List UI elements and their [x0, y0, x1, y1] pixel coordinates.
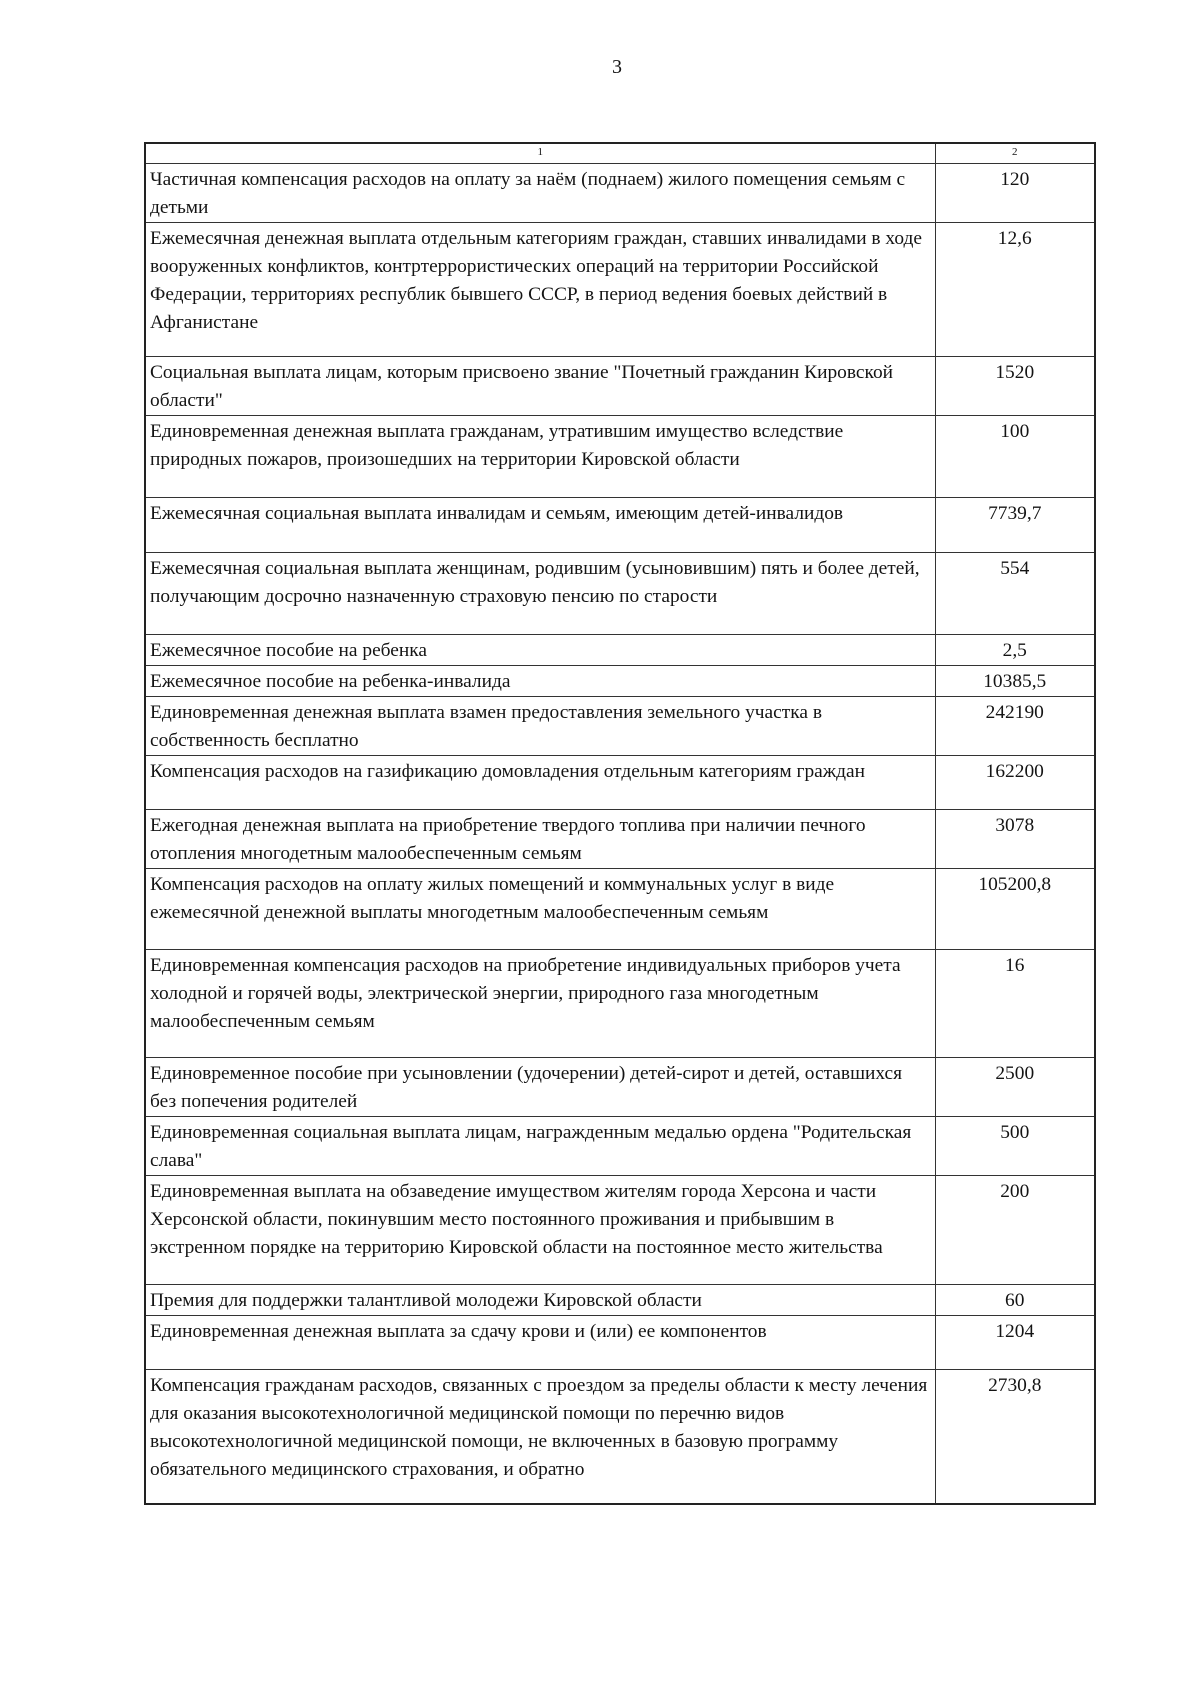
table-row [145, 634, 1095, 665]
row-value: 162200 [935, 755, 1095, 809]
table-row [145, 1175, 1095, 1284]
row-value: 2500 [935, 1057, 1095, 1116]
row-label: Ежемесячная социальная выплата женщинам, родившим (усыновившим) пять и более детей, получающим досрочно назначенную страховую пенсию по старости [145, 552, 935, 634]
table-row [145, 1116, 1095, 1175]
table-row [145, 552, 1095, 634]
row-label: Компенсация расходов на оплату жилых помещений и коммунальных услуг в виде ежемесячной денежной выплаты многодетным малообеспеченным семьям [145, 868, 935, 949]
table-row [145, 696, 1095, 755]
row-label: Частичная компенсация расходов на оплату за наём (поднаем) жилого помещения семьям с детьми [145, 163, 935, 222]
row-label: Единовременная денежная выплата гражданам, утратившим имущество вследствие природных пожаров, произошедших на территории Кировской области [145, 415, 935, 497]
row-value: 1204 [935, 1315, 1095, 1369]
column-number-2: 2 [935, 143, 1095, 163]
row-label: Единовременная социальная выплата лицам, награжденным медалью ордена "Родительская слава" [145, 1116, 935, 1175]
row-value: 60 [935, 1284, 1095, 1315]
table-row [145, 809, 1095, 868]
row-label: Компенсация расходов на газификацию домовладения отдельным категориям граждан [145, 755, 935, 809]
table-row [145, 1057, 1095, 1116]
table-row [145, 415, 1095, 497]
row-label: Ежемесячное пособие на ребенка [145, 634, 935, 665]
row-value: 100 [935, 415, 1095, 497]
row-value: 200 [935, 1175, 1095, 1284]
row-value: 554 [935, 552, 1095, 634]
row-value: 105200,8 [935, 868, 1095, 949]
table-row [145, 163, 1095, 222]
row-label: Единовременная компенсация расходов на приобретение индивидуальных приборов учета холодной и горячей воды, электрической энергии, природного газа многодетным малообеспеченным семьям [145, 949, 935, 1057]
row-label: Компенсация гражданам расходов, связанных с проездом за пределы области к месту лечения для оказания высокотехнологичной медицинской помощи по перечню видов высокотехнологичной медицинской помощи, не включенных в базовую программу обязательного медицинского страхования, и обратно [145, 1369, 935, 1504]
table-header-row [145, 143, 1095, 163]
row-label: Ежегодная денежная выплата на приобретение твердого топлива при наличии печного отопления многодетным малообеспеченным семьям [145, 809, 935, 868]
column-number-1: 1 [145, 143, 935, 163]
table-row [145, 755, 1095, 809]
row-value: 500 [935, 1116, 1095, 1175]
row-label: Единовременное пособие при усыновлении (удочерении) детей-сирот и детей, оставшихся без попечения родителей [145, 1057, 935, 1116]
table-row [145, 497, 1095, 552]
row-label: Ежемесячное пособие на ребенка-инвалида [145, 665, 935, 696]
row-label: Единовременная выплата на обзаведение имуществом жителям города Херсона и части Херсонской области, покинувшим место постоянного проживания и прибывшим в экстренном порядке на территорию Кировской области на постоянное место жительства [145, 1175, 935, 1284]
row-value: 16 [935, 949, 1095, 1057]
table-row [145, 665, 1095, 696]
table-row [145, 1284, 1095, 1315]
expenditure-table [144, 142, 1096, 1505]
row-value: 2,5 [935, 634, 1095, 665]
row-value: 242190 [935, 696, 1095, 755]
row-value: 1520 [935, 356, 1095, 415]
row-label: Ежемесячная денежная выплата отдельным категориям граждан, ставших инвалидами в ходе вооруженных конфликтов, контртеррористических операций на территории Российской Федерации, территориях республик бывшего СССР, в период ведения боевых действий в Афганистане [145, 222, 935, 356]
row-label: Премия для поддержки талантливой молодежи Кировской области [145, 1284, 935, 1315]
table-row [145, 1315, 1095, 1369]
row-label: Единовременная денежная выплата за сдачу крови и (или) ее компонентов [145, 1315, 935, 1369]
row-value: 3078 [935, 809, 1095, 868]
row-label: Единовременная денежная выплата взамен предоставления земельного участка в собственность бесплатно [145, 696, 935, 755]
table-row [145, 868, 1095, 949]
row-label: Ежемесячная социальная выплата инвалидам и семьям, имеющим детей-инвалидов [145, 497, 935, 552]
table-row [145, 949, 1095, 1057]
row-value: 7739,7 [935, 497, 1095, 552]
table-row [145, 222, 1095, 356]
table-row [145, 1369, 1095, 1504]
row-value: 10385,5 [935, 665, 1095, 696]
row-label: Социальная выплата лицам, которым присвоено звание "Почетный гражданин Кировской области" [145, 356, 935, 415]
row-value: 2730,8 [935, 1369, 1095, 1504]
row-value: 12,6 [935, 222, 1095, 356]
row-value: 120 [935, 163, 1095, 222]
page-number: 3 [612, 56, 622, 78]
table-row [145, 356, 1095, 415]
